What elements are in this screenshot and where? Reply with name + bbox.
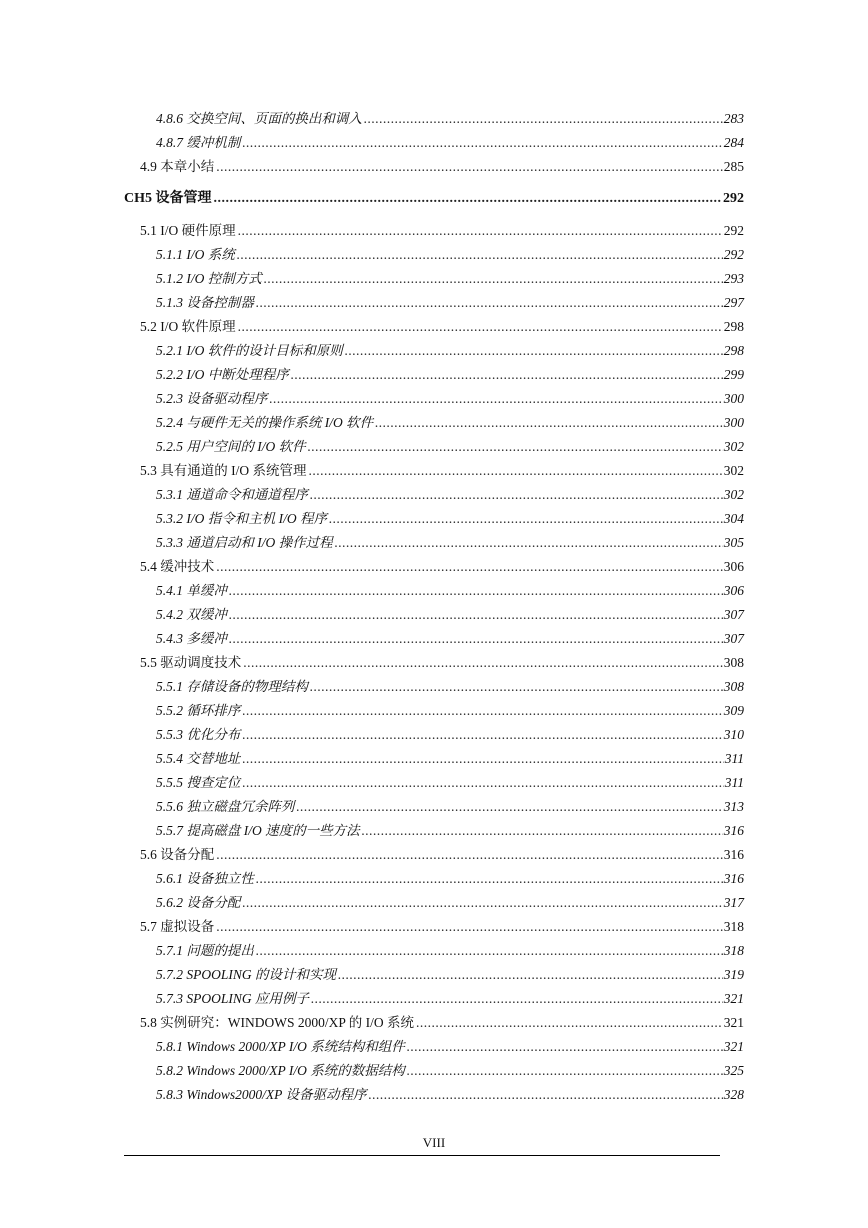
toc-entry-title: 5.2 I/O 软件原理 — [140, 319, 236, 334]
footer-rule — [124, 1155, 720, 1156]
toc-entry[interactable] — [140, 155, 744, 175]
toc-entry[interactable] — [156, 723, 744, 743]
toc-leader-dots — [375, 415, 723, 431]
toc-entry-page: 300 — [723, 415, 744, 430]
toc-entry-title: 5.2.2 I/O 中断处理程序 — [156, 367, 289, 382]
toc-entry-title: 5.2.4 与硬件无关的操作系统 I/O 软件 — [156, 415, 374, 430]
toc-entry[interactable] — [140, 843, 744, 863]
toc-entry-title: 5.5.3 优化分布 — [156, 727, 241, 742]
toc-entry-title: 5.6.2 设备分配 — [156, 895, 241, 910]
toc-entry[interactable] — [156, 363, 744, 383]
toc-leader-dots — [214, 191, 723, 207]
toc-entry-title: 5.6.1 设备独立性 — [156, 871, 254, 886]
toc-entry[interactable] — [156, 339, 744, 359]
toc-entry-page: 284 — [723, 135, 744, 150]
toc-leader-dots — [237, 247, 723, 263]
toc-entry-title: 5.3 具有通道的 I/O 系统管理 — [140, 463, 307, 478]
toc-entry[interactable] — [156, 795, 744, 815]
toc-leader-dots — [264, 271, 723, 287]
toc-entry-page: 306 — [723, 583, 744, 598]
toc-entry-title: 4.9 本章小结 — [140, 159, 215, 174]
toc-entry-page: 307 — [723, 631, 744, 646]
toc-entry[interactable] — [156, 435, 744, 455]
toc-entry-title: 5.4 缓冲技术 — [140, 559, 215, 574]
toc-entry[interactable] — [156, 1083, 744, 1103]
toc-entry-page: 300 — [723, 391, 744, 406]
toc-leader-dots — [216, 919, 723, 935]
toc-entry[interactable] — [156, 603, 744, 623]
toc-entry-page: 311 — [724, 775, 744, 790]
toc-leader-dots — [311, 991, 723, 1007]
toc-entry-page: 298 — [723, 343, 744, 358]
toc-leader-dots — [256, 943, 723, 959]
toc-entry[interactable] — [156, 771, 744, 791]
toc-leader-dots — [238, 223, 723, 239]
page-number: VIII — [422, 1135, 446, 1150]
toc-leader-dots — [338, 967, 723, 983]
toc-entry-page: 302 — [723, 439, 744, 454]
toc-entry[interactable] — [140, 219, 744, 239]
toc-leader-dots — [362, 823, 723, 839]
toc-entry-page: 328 — [723, 1087, 744, 1102]
toc-leader-dots — [229, 583, 723, 599]
toc-entry-page: 292 — [723, 223, 744, 238]
toc-entry-page: 316 — [723, 823, 744, 838]
toc-entry-page: 297 — [723, 295, 744, 310]
toc-entry-page: 283 — [723, 111, 744, 126]
toc-leader-dots — [310, 487, 723, 503]
toc-entry-title: 5.2.5 用户空间的 I/O 软件 — [156, 439, 306, 454]
toc-leader-dots — [407, 1039, 723, 1055]
toc-entry-page: 313 — [723, 799, 744, 814]
toc-leader-dots — [238, 319, 723, 335]
toc-entry[interactable] — [140, 1011, 744, 1031]
toc-entry[interactable] — [140, 315, 744, 335]
toc-entry[interactable] — [124, 187, 744, 207]
toc-entry-page: 316 — [723, 847, 744, 862]
toc-entry-title: 5.1.2 I/O 控制方式 — [156, 271, 262, 286]
toc-entry-page: 302 — [723, 487, 744, 502]
toc-entry[interactable] — [156, 747, 744, 767]
toc-leader-dots — [291, 367, 723, 383]
toc-leader-dots — [369, 1087, 723, 1103]
toc-entry[interactable] — [140, 459, 744, 479]
toc-entry-title: 5.8.3 Windows2000/XP 设备驱动程序 — [156, 1087, 367, 1102]
toc-leader-dots — [229, 631, 723, 647]
toc-entry-title: 5.1.1 I/O 系统 — [156, 247, 235, 262]
toc-entry-title: 5.7.3 SPOOLING 应用例子 — [156, 991, 310, 1006]
toc-entry[interactable] — [156, 939, 744, 959]
toc-entry-page: 305 — [723, 535, 744, 550]
toc-entry-page: 325 — [723, 1063, 744, 1078]
toc-entry[interactable] — [156, 627, 744, 647]
toc-leader-dots — [243, 655, 723, 671]
toc-entry-page: 318 — [723, 943, 744, 958]
toc-leader-dots — [242, 895, 722, 911]
toc-entry-title: 5.5.1 存储设备的物理结构 — [156, 679, 308, 694]
toc-entry-page: 318 — [723, 919, 744, 934]
toc-entry-title: 5.7 虚拟设备 — [140, 919, 215, 934]
toc-leader-dots — [269, 391, 722, 407]
toc-entry-title: 5.3.1 通道命令和通道程序 — [156, 487, 308, 502]
toc-leader-dots — [216, 159, 723, 175]
toc-entry[interactable] — [156, 675, 744, 695]
toc-leader-dots — [407, 1063, 723, 1079]
toc-entry-title: 5.1 I/O 硬件原理 — [140, 223, 236, 238]
toc-entry-page: 316 — [723, 871, 744, 886]
toc-entry[interactable] — [140, 651, 744, 671]
toc-leader-dots — [229, 607, 723, 623]
toc-entry-page: 317 — [723, 895, 744, 910]
toc-entry-title: 5.4.2 双缓冲 — [156, 607, 227, 622]
toc-leader-dots — [242, 775, 723, 791]
toc-entry-title: 5.6 设备分配 — [140, 847, 215, 862]
toc-entry-title: 5.4.3 多缓冲 — [156, 631, 227, 646]
toc-entry[interactable] — [156, 987, 744, 1007]
toc-entry-title: 5.8.1 Windows 2000/XP I/O 系统结构和组件 — [156, 1039, 405, 1054]
toc-entry-page: 319 — [723, 967, 744, 982]
toc-entry[interactable] — [156, 507, 744, 527]
toc-entry[interactable] — [156, 867, 744, 887]
toc-entry-title: 5.3.2 I/O 指令和主机 I/O 程序 — [156, 511, 327, 526]
toc-leader-dots — [345, 343, 723, 359]
toc-entry[interactable] — [156, 963, 744, 983]
toc-leader-dots — [242, 751, 723, 767]
toc-leader-dots — [308, 439, 723, 455]
toc-entry-title: 5.5.7 提高磁盘 I/O 速度的一些方法 — [156, 823, 360, 838]
toc-leader-dots — [256, 295, 723, 311]
toc-entry-title: 5.4.1 单缓冲 — [156, 583, 227, 598]
toc-entry-page: 304 — [723, 511, 744, 526]
toc-leader-dots — [216, 847, 723, 863]
toc-entry[interactable] — [156, 387, 744, 407]
toc-entry-title: 5.2.1 I/O 软件的设计目标和原则 — [156, 343, 343, 358]
toc-entry-title: 5.8.2 Windows 2000/XP I/O 系统的数据结构 — [156, 1063, 405, 1078]
toc-entry-title: 5.5.4 交替地址 — [156, 751, 241, 766]
toc-entry[interactable] — [156, 483, 744, 503]
toc-leader-dots — [242, 703, 722, 719]
toc-leader-dots — [296, 799, 722, 815]
toc-entry-page: 311 — [724, 751, 744, 766]
toc-entry[interactable] — [156, 411, 744, 431]
toc-entry[interactable] — [156, 291, 744, 311]
toc-entry-title: 5.3.3 通道启动和 I/O 操作过程 — [156, 535, 333, 550]
toc-entry-title: 5.7.1 问题的提出 — [156, 943, 254, 958]
toc-entry-page: 308 — [723, 679, 744, 694]
toc-entry-page: 292 — [723, 247, 744, 262]
toc-entry-title: 5.1.3 设备控制器 — [156, 295, 254, 310]
toc-leader-dots — [216, 559, 723, 575]
toc-entry[interactable] — [140, 555, 744, 575]
toc-entry[interactable] — [140, 915, 744, 935]
toc-entry-page: 321 — [723, 1039, 744, 1054]
toc-leader-dots — [256, 871, 723, 887]
toc-entry-page: 321 — [723, 991, 744, 1006]
toc-entry[interactable] — [156, 1035, 744, 1055]
toc-leader-dots — [310, 679, 723, 695]
toc-entry-title: 5.5.5 搜查定位 — [156, 775, 241, 790]
toc-leader-dots — [335, 535, 723, 551]
toc-leader-dots — [242, 135, 722, 151]
toc-leader-dots — [364, 111, 723, 127]
toc-entry-page: 321 — [723, 1015, 744, 1030]
toc-entry-title: 4.8.7 缓冲机制 — [156, 135, 241, 150]
toc-leader-dots — [329, 511, 723, 527]
toc-entry-title: CH5 设备管理 — [124, 191, 212, 206]
toc-entry[interactable] — [156, 579, 744, 599]
toc-entry-title: 5.8 实例研究：WINDOWS 2000/XP 的 I/O 系统 — [140, 1015, 414, 1030]
toc-entry-page: 293 — [723, 271, 744, 286]
toc-entry[interactable] — [156, 267, 744, 287]
toc-entry-title: 5.2.3 设备驱动程序 — [156, 391, 268, 406]
toc-leader-dots — [242, 727, 722, 743]
toc-entry-page: 306 — [723, 559, 744, 574]
toc-entry-title: 5.5.2 循环排序 — [156, 703, 241, 718]
toc-entry-title: 5.5 驱动调度技术 — [140, 655, 242, 670]
toc-entry-title: 4.8.6 交换空间、页面的换出和调入 — [156, 111, 362, 126]
toc-entry[interactable] — [156, 819, 744, 839]
toc-entry-page: 298 — [723, 319, 744, 334]
toc-entry-page: 308 — [723, 655, 744, 670]
toc-entry-title: 5.5.6 独立磁盘冗余阵列 — [156, 799, 295, 814]
toc-entry[interactable] — [156, 107, 744, 127]
toc-leader-dots — [416, 1015, 723, 1031]
toc-entry[interactable] — [156, 891, 744, 911]
toc-entry-title: 5.7.2 SPOOLING 的设计和实现 — [156, 967, 337, 982]
toc-entry-page: 307 — [723, 607, 744, 622]
toc-entry-page: 299 — [723, 367, 744, 382]
toc-entry-page: 285 — [723, 159, 744, 174]
toc-leader-dots — [309, 463, 723, 479]
toc-entry[interactable] — [156, 531, 744, 551]
toc-entry-page: 302 — [723, 463, 744, 478]
toc-entry[interactable] — [156, 1059, 744, 1079]
toc-entry-page: 310 — [723, 727, 744, 742]
toc-entry[interactable] — [156, 243, 744, 263]
toc-entry[interactable] — [156, 699, 744, 719]
toc-entry-page: 309 — [723, 703, 744, 718]
toc-entry-page: 292 — [723, 191, 744, 206]
toc-entry[interactable] — [156, 131, 744, 151]
